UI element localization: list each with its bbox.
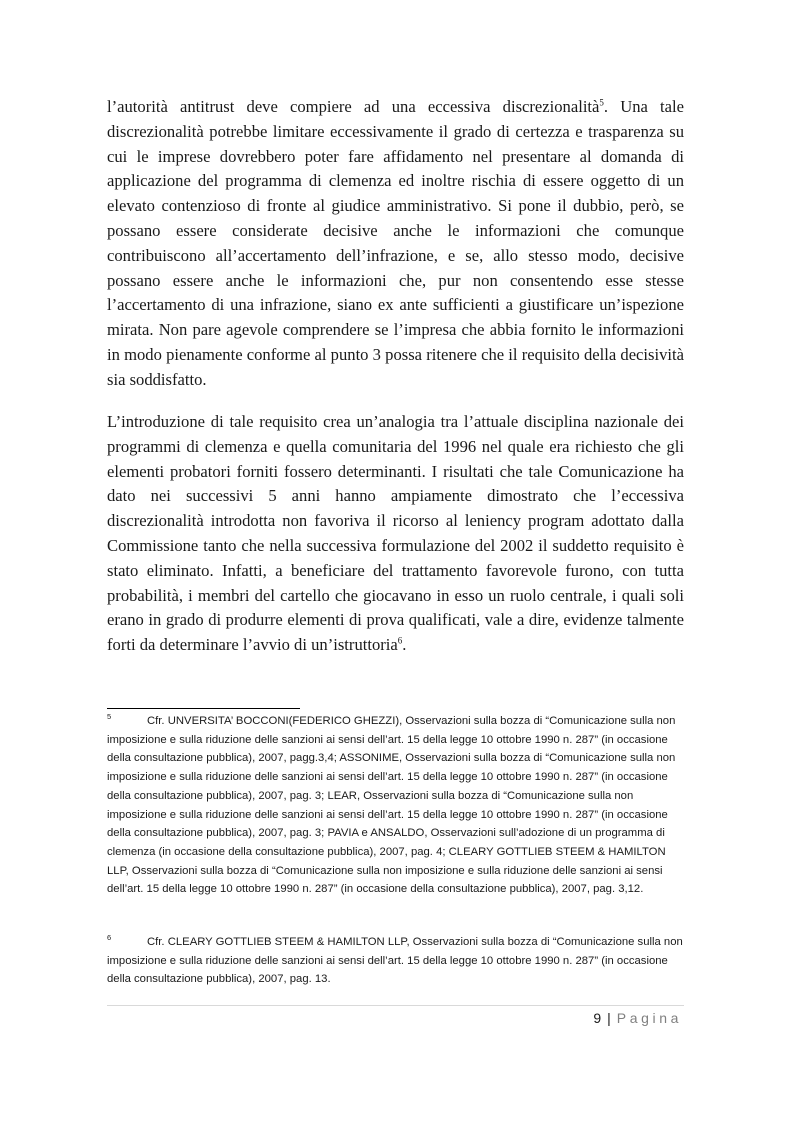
page-number: 9 (593, 1010, 602, 1026)
body-paragraph (107, 410, 684, 658)
footer-separator: | (607, 1010, 611, 1026)
paragraph-text: l’autorità antitrust deve compiere ad una eccessiva discrezionalità (107, 97, 600, 116)
footnote-text: Cfr. UNVERSITA’ BOCCONI(FEDERICO GHEZZI), Osservazioni sulla bozza di “Comunicazione sulla non imposizione e sulla riduzione delle sanzioni ai sensi dell’art. 15 della legge 10 ottobre 1990 n. 287” (in occasione della consultazione pubblica), 2007, pagg.3,4; ASSONIME, Osservazioni sulla bozza di “Comunicazione sulla non imposizione e sulla riduzione delle sanzioni ai sensi dell’art. 15 della legge 10 ottobre 1990 n. 287” (in occasione della consultazione pubblica), 2007, pag. 3; LEAR, Osservazioni sulla bozza di “Comunicazione sulla non imposizione e sulla riduzione delle sanzioni ai sensi dell’art. 15 della legge 10 ottobre 1990 n. 287” (in occasione della consultazione pubblica), 2007, pag. 3; PAVIA e ANSALDO, Osservazioni sull’adozione di un programma di clemenza (in occasione della consultazione pubblica), 2007, pag. 4; CLEARY GOTTLIEB STEEM & HAMILTON LLP, Osservazioni sulla bozza di “Comunicazione sulla non imposizione e sulla riduzione delle sanzioni ai sensi dell’art. 15 della legge 10 ottobre 1990 n. 287” (in occasione della consultazione pubblica), 2007, pag. 3,12. (107, 715, 676, 896)
footnote-reference[interactable]: 5 (599, 97, 604, 108)
body-paragraph (107, 95, 684, 393)
footer-divider (107, 1005, 684, 1006)
footnote: 6 Cfr. CLEARY GOTTLIEB STEEM & HAMILTON LLP, Osservazioni sulla bozza di “Comunicazione sulla non imposizione e sulla riduzione delle sanzioni ai sensi dell’art. 15 della legge 10 ottobre 1990 n. 287” (in occasione della consultazione pubblica), 2007, pag. 13. (107, 933, 683, 986)
paragraph-text-continued: . (402, 635, 407, 655)
footnote-separator (107, 708, 300, 709)
page-footer (593, 1008, 682, 1028)
paragraph-text-continued: . Una tale discrezionalità potrebbe limitare eccessivamente il grado di certezza e trasparenza su cui le imprese dovrebbero poter fare affidamento nel presentare al domanda di applicazione del programma di clemenza ed inoltre rischia di essere oggetto di un elevato contenzioso di fronte al giudice amministrativo. Si pone il dubbio, però, se possano essere considerate decisive anche le informazioni che comunque contribuiscono all’accertamento dell’infrazione, e se, allo stesso modo, decisive possano essere anche le informazioni che, pur non consentendo esse stesse l’accertamento di una infrazione, siano ex ante sufficienti a giustificare un’ispezione mirata. Non pare agevole comprendere se l’impresa che abbia fornito le informazioni in modo pienamente conforme al punto 3 possa ritenere che il requisito della decisività sia soddisfatto. (107, 97, 684, 389)
paragraph-text: L’introduzione di tale requisito crea un’analogia tra l’attuale disciplina nazionale dei programmi di clemenza e quella comunitaria del 1996 nel quale era richiesto che gli elementi probatori forniti fossero determinanti. I risultati che tale Comunicazione ha dato nei successivi 5 anni hanno ampiamente dimostrato che l’eccessiva discrezionalità introdotta non favoriva il ricorso al leniency program adottato dalla Commissione tanto che nella successiva formulazione del 2002 il suddetto requisito è stato eliminato. Infatti, a beneficiare del trattamento favorevole furono, con tutta probabilità, i membri del cartello che giocavano in esso un ruolo centrale, i quali soli erano in grado di produrre elementi di prova qualificati, vale a dire, evidenze talmente forti da determinare l’avvio di un’istruttoria (107, 412, 684, 655)
footnote-reference[interactable]: 6 (397, 635, 403, 646)
footnote: 5 Cfr. UNVERSITA’ BOCCONI(FEDERICO GHEZZI), Osservazioni sulla bozza di “Comunicazione sulla non imposizione e sulla riduzione delle sanzioni ai sensi dell’art. 15 della legge 10 ottobre 1990 n. 287” (in occasione della consultazione pubblica), 2007, pagg.3,4; ASSONIME, Osservazioni sulla bozza di “Comunicazione sulla non imposizione e sulla riduzione delle sanzioni ai sensi dell’art. 15 della legge 10 ottobre 1990 n. 287” (in occasione della consultazione pubblica), 2007, pag. 3; LEAR, Osservazioni sulla bozza di “Comunicazione sulla non imposizione e sulla riduzione delle sanzioni ai sensi dell’art. 15 della legge 10 ottobre 1990 n. 287” (in occasione della consultazione pubblica), 2007, pag. 3; PAVIA e ANSALDO, Osservazioni sull’adozione di un programma di clemenza (in occasione della consultazione pubblica), 2007, pag. 4; CLEARY GOTTLIEB STEEM & HAMILTON LLP, Osservazioni sulla bozza di “Comunicazione sulla non imposizione e sulla riduzione delle sanzioni ai sensi dell’art. 15 della legge 10 ottobre 1990 n. 287” (in occasione della consultazione pubblica), 2007, pag. 3,12. (107, 712, 676, 896)
footnote-text: Cfr. CLEARY GOTTLIEB STEEM & HAMILTON LLP, Osservazioni sulla bozza di “Comunicazione sulla non imposizione e sulla riduzione delle sanzioni ai sensi dell’art. 15 della legge 10 ottobre 1990 n. 287” (in occasione della consultazione pubblica), 2007, pag. 13. (107, 936, 683, 986)
page-label: Pagina (616, 1010, 682, 1026)
